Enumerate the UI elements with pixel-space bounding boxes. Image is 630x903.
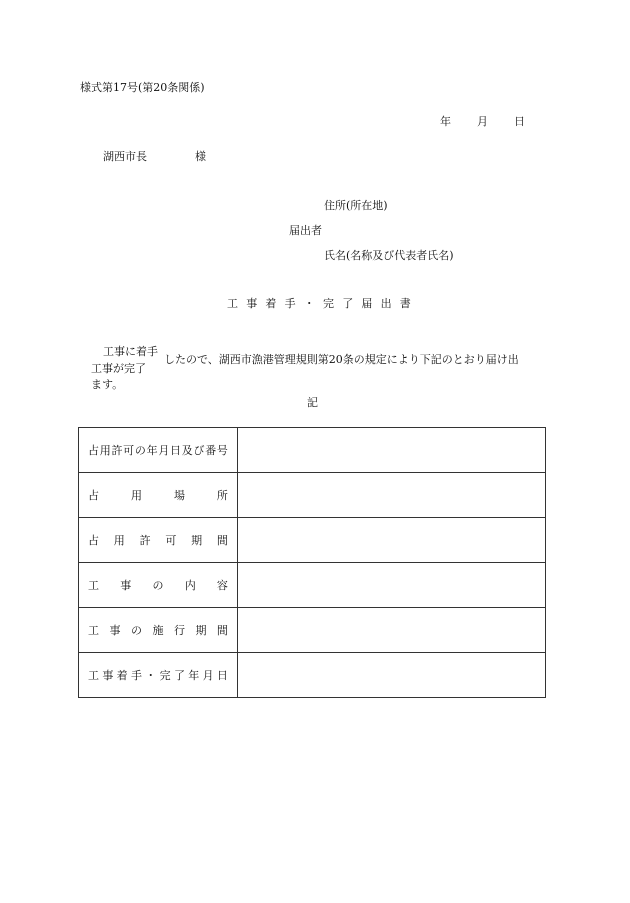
row-value-field[interactable] — [237, 608, 545, 653]
row-label-cell — [79, 608, 238, 653]
option-complete-text: 工事が完了 — [91, 362, 146, 375]
row-value-field[interactable] — [237, 653, 545, 698]
row-label: 工事着手・完了年月日 — [88, 669, 228, 682]
row-label-cell — [79, 518, 238, 563]
date-day: 日 — [514, 115, 525, 128]
body-text: したので、湖西市漁港管理規則第20条の規定により下記のとおり届け出 — [164, 353, 519, 366]
body-text-tail: ます。 — [91, 378, 124, 391]
table-row — [79, 428, 546, 473]
date-line — [440, 116, 525, 127]
table-row — [79, 473, 546, 518]
row-value-field[interactable] — [237, 428, 545, 473]
addressee-name: 湖西市長 — [103, 150, 147, 163]
addressee-honorific: 様 — [195, 150, 206, 163]
ki-heading: 記 — [307, 396, 318, 409]
address-label: 住所(所在地) — [324, 199, 388, 212]
row-label: 工事の内容 — [88, 579, 228, 592]
row-label: 占用許可の年月日及び番号 — [88, 444, 228, 457]
applicant-role-label: 届出者 — [289, 224, 322, 237]
row-value-field[interactable] — [237, 563, 545, 608]
table-row — [79, 608, 546, 653]
row-label-cell — [79, 653, 238, 698]
notification-table — [78, 427, 546, 698]
row-label: 工事の施行期間 — [88, 624, 228, 637]
row-label-cell — [79, 428, 238, 473]
table-row — [79, 518, 546, 563]
row-value-field[interactable] — [237, 473, 545, 518]
document-title: 工事着手・完了届出書 — [227, 297, 419, 310]
date-year: 年 — [440, 115, 451, 128]
row-label-cell — [79, 473, 238, 518]
applicant-name-label: 氏名(名称及び代表者氏名) — [324, 249, 454, 262]
row-label-cell — [79, 563, 238, 608]
option-start-text: 工事に着手 — [103, 345, 158, 358]
row-label: 占用場所 — [88, 489, 228, 502]
table-row — [79, 563, 546, 608]
row-label: 占用許可期間 — [88, 534, 228, 547]
form-number: 様式第17号(第20条関係) — [80, 81, 205, 94]
date-month: 月 — [477, 115, 488, 128]
row-value-field[interactable] — [237, 518, 545, 563]
table-row — [79, 653, 546, 698]
addressee-line — [103, 151, 206, 162]
